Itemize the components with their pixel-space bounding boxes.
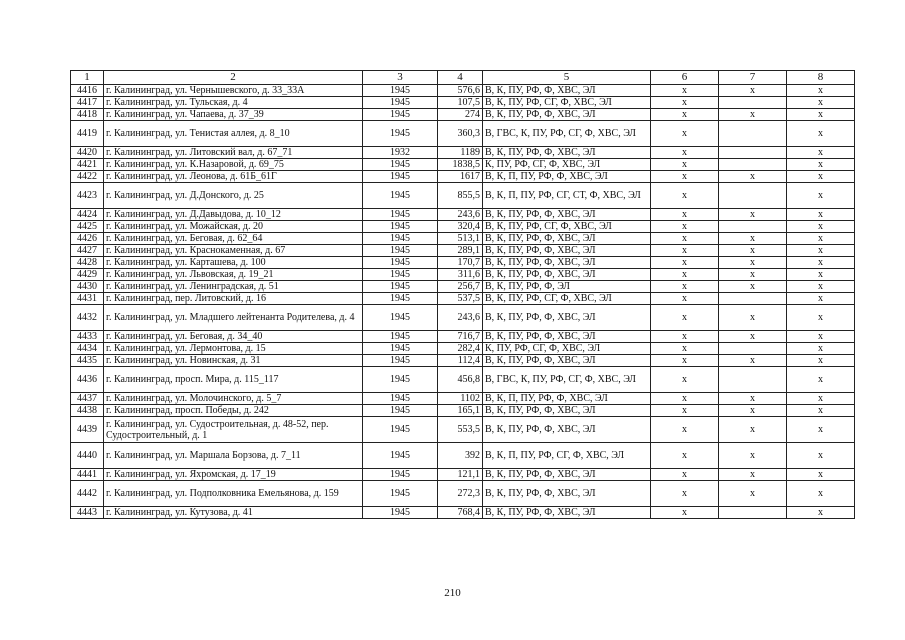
mark-col-7: x <box>719 355 787 367</box>
record-number: 4437 <box>71 393 104 405</box>
year-cell: 1945 <box>363 233 438 245</box>
address-cell: г. Калининград, ул. Яхромская, д. 17_19 <box>104 469 363 481</box>
table-row <box>71 209 855 221</box>
mark-col-8: x <box>787 393 855 405</box>
area-cell: 537,5 <box>438 293 483 305</box>
mark-col-8: x <box>787 257 855 269</box>
column-header-4: 4 <box>438 71 483 85</box>
table-row <box>71 305 855 331</box>
table-row <box>71 343 855 355</box>
column-header-6: 6 <box>651 71 719 85</box>
area-cell: 768,4 <box>438 507 483 519</box>
table-row <box>71 443 855 469</box>
area-cell: 855,5 <box>438 183 483 209</box>
address-cell: г. Калининград, ул. Литовский вал, д. 67_71 <box>104 147 363 159</box>
year-cell: 1945 <box>363 171 438 183</box>
year-cell: 1945 <box>363 443 438 469</box>
mark-col-8: x <box>787 405 855 417</box>
utilities-cell: В, ГВС, К, ПУ, РФ, СГ, Ф, ХВС, ЭЛ <box>483 367 651 393</box>
mark-col-8: x <box>787 147 855 159</box>
table-row <box>71 481 855 507</box>
table-row <box>71 109 855 121</box>
mark-col-8: x <box>787 481 855 507</box>
year-cell: 1945 <box>363 469 438 481</box>
utilities-cell: В, К, ПУ, РФ, СГ, Ф, ХВС, ЭЛ <box>483 97 651 109</box>
utilities-cell: В, К, ПУ, РФ, Ф, ХВС, ЭЛ <box>483 405 651 417</box>
year-cell: 1945 <box>363 257 438 269</box>
record-number: 4424 <box>71 209 104 221</box>
year-cell: 1945 <box>363 159 438 171</box>
record-number: 4429 <box>71 269 104 281</box>
year-cell: 1932 <box>363 147 438 159</box>
utilities-cell: В, К, ПУ, РФ, Ф, ЭЛ <box>483 281 651 293</box>
area-cell: 1838,5 <box>438 159 483 171</box>
mark-col-6: x <box>651 159 719 171</box>
address-cell: г. Калининград, ул. Леонова, д. 61Б_61Г <box>104 171 363 183</box>
mark-col-6: x <box>651 343 719 355</box>
area-cell: 716,7 <box>438 331 483 343</box>
record-number: 4428 <box>71 257 104 269</box>
record-number: 4426 <box>71 233 104 245</box>
mark-col-7: x <box>719 209 787 221</box>
utilities-cell: В, К, ПУ, РФ, Ф, ХВС, ЭЛ <box>483 355 651 367</box>
utilities-cell: В, К, ПУ, РФ, Ф, ХВС, ЭЛ <box>483 257 651 269</box>
address-cell: г. Калининград, ул. Маршала Борзова, д. 7_11 <box>104 443 363 469</box>
mark-col-8: x <box>787 355 855 367</box>
mark-col-6: x <box>651 281 719 293</box>
mark-col-7 <box>719 221 787 233</box>
table-row <box>71 221 855 233</box>
mark-col-7: x <box>719 393 787 405</box>
mark-col-6: x <box>651 417 719 443</box>
mark-col-8: x <box>787 171 855 183</box>
mark-col-7: x <box>719 245 787 257</box>
record-number: 4421 <box>71 159 104 171</box>
area-cell: 274 <box>438 109 483 121</box>
area-cell: 243,6 <box>438 209 483 221</box>
area-cell: 456,8 <box>438 367 483 393</box>
utilities-cell: В, К, ПУ, РФ, Ф, ХВС, ЭЛ <box>483 147 651 159</box>
year-cell: 1945 <box>363 85 438 97</box>
address-cell: г. Калининград, ул. Тенистая аллея, д. 8_10 <box>104 121 363 147</box>
table-row <box>71 355 855 367</box>
utilities-cell: В, К, П, ПУ, РФ, СГ, СТ, Ф, ХВС, ЭЛ <box>483 183 651 209</box>
mark-col-7: x <box>719 109 787 121</box>
address-cell: г. Калининград, ул. Беговая, д. 34_40 <box>104 331 363 343</box>
address-cell: г. Калининград, ул. Младшего лейтенанта Родителева, д. 4 <box>104 305 363 331</box>
mark-col-6: x <box>651 183 719 209</box>
mark-col-6: x <box>651 293 719 305</box>
record-number: 4443 <box>71 507 104 519</box>
mark-col-6: x <box>651 209 719 221</box>
mark-col-7: x <box>719 171 787 183</box>
record-number: 4438 <box>71 405 104 417</box>
table-row <box>71 159 855 171</box>
utilities-cell: В, К, ПУ, РФ, Ф, ХВС, ЭЛ <box>483 245 651 257</box>
utilities-cell: В, К, ПУ, РФ, Ф, ХВС, ЭЛ <box>483 269 651 281</box>
year-cell: 1945 <box>363 221 438 233</box>
address-cell: г. Калининград, ул. Подполковника Емельянова, д. 159 <box>104 481 363 507</box>
area-cell: 553,5 <box>438 417 483 443</box>
mark-col-7 <box>719 159 787 171</box>
mark-col-6: x <box>651 257 719 269</box>
table-row <box>71 293 855 305</box>
table-row <box>71 85 855 97</box>
mark-col-8: x <box>787 281 855 293</box>
mark-col-7: x <box>719 257 787 269</box>
mark-col-6: x <box>651 355 719 367</box>
mark-col-7: x <box>719 405 787 417</box>
table-row <box>71 269 855 281</box>
utilities-cell: В, ГВС, К, ПУ, РФ, СГ, Ф, ХВС, ЭЛ <box>483 121 651 147</box>
utilities-cell: В, К, ПУ, РФ, Ф, ХВС, ЭЛ <box>483 481 651 507</box>
mark-col-6: x <box>651 97 719 109</box>
mark-col-8: x <box>787 469 855 481</box>
mark-col-7 <box>719 97 787 109</box>
address-cell: г. Калининград, ул. Можайская, д. 20 <box>104 221 363 233</box>
mark-col-7: x <box>719 469 787 481</box>
year-cell: 1945 <box>363 209 438 221</box>
mark-col-8: x <box>787 183 855 209</box>
address-cell: г. Калининград, ул. Молочинского, д. 5_7 <box>104 393 363 405</box>
mark-col-7 <box>719 507 787 519</box>
utilities-cell: К, ПУ, РФ, СГ, Ф, ХВС, ЭЛ <box>483 343 651 355</box>
area-cell: 256,7 <box>438 281 483 293</box>
mark-col-8: x <box>787 507 855 519</box>
table-body <box>71 85 855 519</box>
mark-col-6: x <box>651 171 719 183</box>
record-number: 4435 <box>71 355 104 367</box>
year-cell: 1945 <box>363 405 438 417</box>
year-cell: 1945 <box>363 281 438 293</box>
area-cell: 121,1 <box>438 469 483 481</box>
column-header-8: 8 <box>787 71 855 85</box>
record-number: 4430 <box>71 281 104 293</box>
mark-col-8: x <box>787 121 855 147</box>
year-cell: 1945 <box>363 183 438 209</box>
mark-col-8: x <box>787 367 855 393</box>
utilities-cell: В, К, ПУ, РФ, Ф, ХВС, ЭЛ <box>483 209 651 221</box>
mark-col-8: x <box>787 269 855 281</box>
year-cell: 1945 <box>363 293 438 305</box>
mark-col-8: x <box>787 343 855 355</box>
address-cell: г. Калининград, ул. Карташева, д. 100 <box>104 257 363 269</box>
address-cell: г. Калининград, пер. Литовский, д. 16 <box>104 293 363 305</box>
table-row <box>71 469 855 481</box>
address-cell: г. Калининград, ул. Чапаева, д. 37_39 <box>104 109 363 121</box>
year-cell: 1945 <box>363 355 438 367</box>
record-number: 4423 <box>71 183 104 209</box>
mark-col-7 <box>719 183 787 209</box>
year-cell: 1945 <box>363 393 438 405</box>
table-row <box>71 121 855 147</box>
area-cell: 165,1 <box>438 405 483 417</box>
address-cell: г. Калининград, ул. К.Назаровой, д. 69_75 <box>104 159 363 171</box>
mark-col-7: x <box>719 443 787 469</box>
address-cell: г. Калининград, ул. Краснокаменная, д. 67 <box>104 245 363 257</box>
record-number: 4442 <box>71 481 104 507</box>
address-cell: г. Калининград, ул. Судостроительная, д. 48-52, пер. Судостроительный, д. 1 <box>104 417 363 443</box>
table-row <box>71 97 855 109</box>
record-number: 4436 <box>71 367 104 393</box>
area-cell: 1617 <box>438 171 483 183</box>
table-row <box>71 367 855 393</box>
column-header-1: 1 <box>71 71 104 85</box>
year-cell: 1945 <box>363 109 438 121</box>
mark-col-6: x <box>651 469 719 481</box>
mark-col-6: x <box>651 245 719 257</box>
mark-col-8: x <box>787 209 855 221</box>
area-cell: 289,1 <box>438 245 483 257</box>
column-header-3: 3 <box>363 71 438 85</box>
mark-col-6: x <box>651 109 719 121</box>
mark-col-8: x <box>787 331 855 343</box>
record-number: 4432 <box>71 305 104 331</box>
address-cell: г. Калининград, просп. Мира, д. 115_117 <box>104 367 363 393</box>
mark-col-6: x <box>651 121 719 147</box>
address-cell: г. Калининград, ул. Чернышевского, д. 33_33А <box>104 85 363 97</box>
mark-col-6: x <box>651 393 719 405</box>
year-cell: 1945 <box>363 367 438 393</box>
mark-col-6: x <box>651 305 719 331</box>
record-number: 4440 <box>71 443 104 469</box>
record-number: 4416 <box>71 85 104 97</box>
mark-col-6: x <box>651 507 719 519</box>
address-cell: г. Калининград, ул. Д.Донского, д. 25 <box>104 183 363 209</box>
address-cell: г. Калининград, ул. Львовская, д. 19_21 <box>104 269 363 281</box>
column-header-5: 5 <box>483 71 651 85</box>
mark-col-7: x <box>719 417 787 443</box>
utilities-cell: В, К, ПУ, РФ, Ф, ХВС, ЭЛ <box>483 305 651 331</box>
utilities-cell: В, К, ПУ, РФ, СГ, Ф, ХВС, ЭЛ <box>483 221 651 233</box>
mark-col-6: x <box>651 331 719 343</box>
record-number: 4425 <box>71 221 104 233</box>
year-cell: 1945 <box>363 305 438 331</box>
mark-col-6: x <box>651 405 719 417</box>
year-cell: 1945 <box>363 343 438 355</box>
utilities-cell: В, К, П, ПУ, РФ, Ф, ХВС, ЭЛ <box>483 171 651 183</box>
area-cell: 320,4 <box>438 221 483 233</box>
mark-col-8: x <box>787 97 855 109</box>
mark-col-7 <box>719 367 787 393</box>
mark-col-6: x <box>651 481 719 507</box>
mark-col-7: x <box>719 281 787 293</box>
address-cell: г. Калининград, ул. Новинская, д. 31 <box>104 355 363 367</box>
utilities-cell: В, К, ПУ, РФ, Ф, ХВС, ЭЛ <box>483 507 651 519</box>
table-row <box>71 183 855 209</box>
record-number: 4419 <box>71 121 104 147</box>
table-row <box>71 281 855 293</box>
area-cell: 272,3 <box>438 481 483 507</box>
record-number: 4418 <box>71 109 104 121</box>
area-cell: 360,3 <box>438 121 483 147</box>
table-row <box>71 233 855 245</box>
address-cell: г. Калининград, ул. Беговая, д. 62_64 <box>104 233 363 245</box>
mark-col-8: x <box>787 159 855 171</box>
address-cell: г. Калининград, ул. Д.Давыдова, д. 10_12 <box>104 209 363 221</box>
utilities-cell: В, К, ПУ, РФ, Ф, ХВС, ЭЛ <box>483 469 651 481</box>
mark-col-8: x <box>787 221 855 233</box>
table-row <box>71 171 855 183</box>
mark-col-7 <box>719 343 787 355</box>
record-number: 4422 <box>71 171 104 183</box>
mark-col-8: x <box>787 305 855 331</box>
area-cell: 392 <box>438 443 483 469</box>
mark-col-6: x <box>651 85 719 97</box>
year-cell: 1945 <box>363 269 438 281</box>
mark-col-6: x <box>651 221 719 233</box>
utilities-cell: К, ПУ, РФ, СГ, Ф, ХВС, ЭЛ <box>483 159 651 171</box>
utilities-cell: В, К, ПУ, РФ, СГ, Ф, ХВС, ЭЛ <box>483 293 651 305</box>
mark-col-6: x <box>651 233 719 245</box>
area-cell: 311,6 <box>438 269 483 281</box>
table-row <box>71 507 855 519</box>
mark-col-7: x <box>719 269 787 281</box>
mark-col-7: x <box>719 481 787 507</box>
page-number: 210 <box>444 587 461 599</box>
year-cell: 1945 <box>363 481 438 507</box>
mark-col-6: x <box>651 147 719 159</box>
year-cell: 1945 <box>363 417 438 443</box>
address-cell: г. Калининград, ул. Кутузова, д. 41 <box>104 507 363 519</box>
table-row <box>71 393 855 405</box>
utilities-cell: В, К, ПУ, РФ, Ф, ХВС, ЭЛ <box>483 331 651 343</box>
mark-col-7 <box>719 147 787 159</box>
utilities-cell: В, К, ПУ, РФ, Ф, ХВС, ЭЛ <box>483 85 651 97</box>
utilities-cell: В, К, ПУ, РФ, Ф, ХВС, ЭЛ <box>483 109 651 121</box>
column-header-2: 2 <box>104 71 363 85</box>
mark-col-7: x <box>719 85 787 97</box>
table-row <box>71 245 855 257</box>
area-cell: 1189 <box>438 147 483 159</box>
record-number: 4433 <box>71 331 104 343</box>
mark-col-8: x <box>787 109 855 121</box>
area-cell: 243,6 <box>438 305 483 331</box>
area-cell: 513,1 <box>438 233 483 245</box>
area-cell: 1102 <box>438 393 483 405</box>
mark-col-8: x <box>787 443 855 469</box>
mark-col-7 <box>719 121 787 147</box>
year-cell: 1945 <box>363 245 438 257</box>
mark-col-8: x <box>787 417 855 443</box>
area-cell: 112,4 <box>438 355 483 367</box>
mark-col-6: x <box>651 443 719 469</box>
utilities-cell: В, К, ПУ, РФ, Ф, ХВС, ЭЛ <box>483 417 651 443</box>
mark-col-8: x <box>787 233 855 245</box>
mark-col-8: x <box>787 293 855 305</box>
mark-col-6: x <box>651 269 719 281</box>
header-row <box>71 71 855 85</box>
mark-col-7: x <box>719 233 787 245</box>
area-cell: 107,5 <box>438 97 483 109</box>
column-header-7: 7 <box>719 71 787 85</box>
year-cell: 1945 <box>363 121 438 147</box>
record-number: 4431 <box>71 293 104 305</box>
mark-col-7 <box>719 293 787 305</box>
year-cell: 1945 <box>363 97 438 109</box>
mark-col-6: x <box>651 367 719 393</box>
record-number: 4439 <box>71 417 104 443</box>
year-cell: 1945 <box>363 507 438 519</box>
record-number: 4427 <box>71 245 104 257</box>
address-cell: г. Калининград, просп. Победы, д. 242 <box>104 405 363 417</box>
table-row <box>71 257 855 269</box>
area-cell: 282,4 <box>438 343 483 355</box>
record-number: 4420 <box>71 147 104 159</box>
table-row <box>71 405 855 417</box>
address-cell: г. Калининград, ул. Ленинградская, д. 51 <box>104 281 363 293</box>
address-cell: г. Калининград, ул. Тульская, д. 4 <box>104 97 363 109</box>
utilities-cell: В, К, ПУ, РФ, Ф, ХВС, ЭЛ <box>483 233 651 245</box>
table-row <box>71 147 855 159</box>
registry-table <box>70 70 855 519</box>
utilities-cell: В, К, П, ПУ, РФ, СГ, Ф, ХВС, ЭЛ <box>483 443 651 469</box>
mark-col-7: x <box>719 331 787 343</box>
record-number: 4417 <box>71 97 104 109</box>
mark-col-8: x <box>787 245 855 257</box>
record-number: 4441 <box>71 469 104 481</box>
record-number: 4434 <box>71 343 104 355</box>
mark-col-8: x <box>787 85 855 97</box>
year-cell: 1945 <box>363 331 438 343</box>
area-cell: 170,7 <box>438 257 483 269</box>
mark-col-7: x <box>719 305 787 331</box>
table-row <box>71 417 855 443</box>
area-cell: 576,6 <box>438 85 483 97</box>
utilities-cell: В, К, П, ПУ, РФ, Ф, ХВС, ЭЛ <box>483 393 651 405</box>
address-cell: г. Калининград, ул. Лермонтова, д. 15 <box>104 343 363 355</box>
table-row <box>71 331 855 343</box>
